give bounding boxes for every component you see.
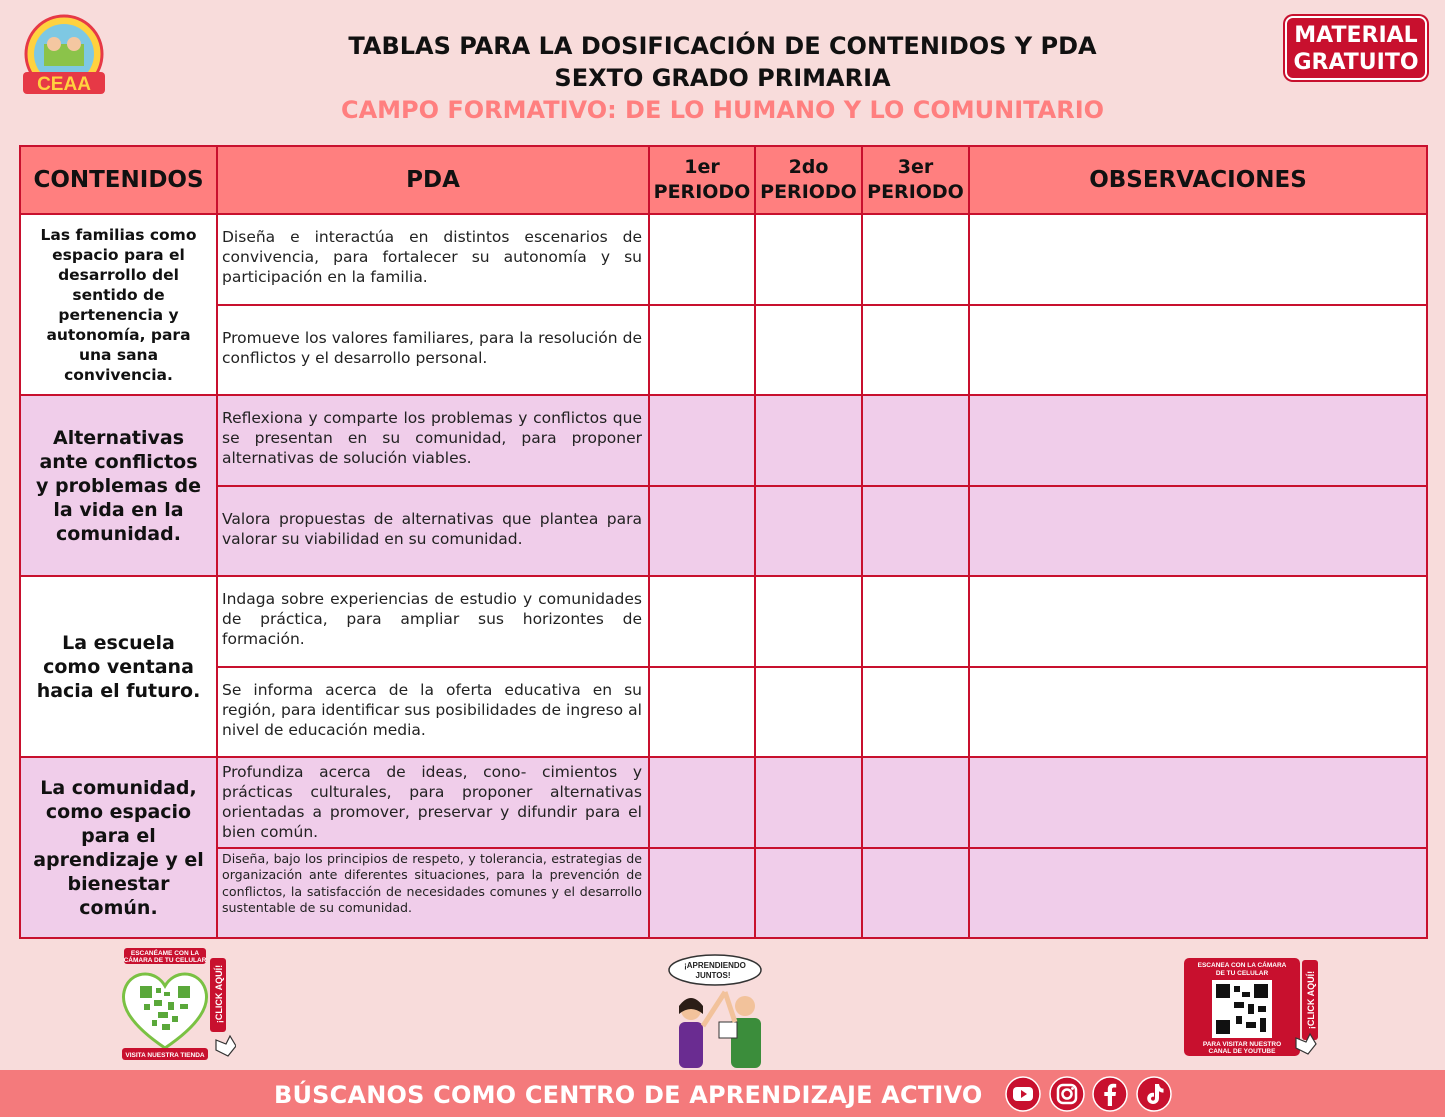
- contenido-cell: Las familias como espacio para el desarrollo del sentido de pertenencia y autonomía, para una sana convivencia.: [20, 214, 217, 395]
- youtube-qr-code[interactable]: [1184, 956, 1324, 1060]
- logo-text: CEAA: [37, 74, 91, 95]
- footer-text: BÚSCANOS COMO CENTRO DE APRENDIZAJE ACTIVO: [274, 1081, 983, 1109]
- period-2-label: 2do: [788, 156, 829, 178]
- pda-cell: Promueve los valores familiares, para la resolución de conflictos y el desarrollo personal.: [217, 305, 649, 396]
- store-qr-code[interactable]: [118, 948, 236, 1063]
- title-line-2: SEXTO GRADO PRIMARIA: [554, 64, 891, 92]
- badge-line-1: MATERIAL: [1294, 23, 1418, 48]
- period-2-cell[interactable]: [755, 576, 862, 667]
- period-2-cell[interactable]: [755, 667, 862, 758]
- pda-cell: Reflexiona y comparte los problemas y conflictos que se presentan en su comunidad, para proponer alternativas de solución viables.: [217, 395, 649, 486]
- youtube-icon[interactable]: [1005, 1076, 1041, 1112]
- period-3-cell[interactable]: [862, 757, 969, 848]
- period-3-cell[interactable]: [862, 395, 969, 486]
- pda-cell: Indaga sobre experiencias de estudio y comunidades de práctica, para ampliar sus horizontes de formación.: [217, 576, 649, 667]
- period-3-cell[interactable]: [862, 486, 969, 577]
- period-1-cell[interactable]: [649, 395, 755, 486]
- observaciones-cell[interactable]: [969, 757, 1427, 848]
- qr-right-bottom-1: PARA VISITAR NUESTRO: [1202, 1041, 1282, 1048]
- qr-right-caption-1: ESCANEA CON LA CÁMARA: [1197, 962, 1287, 969]
- observaciones-cell[interactable]: [969, 214, 1427, 305]
- qr-right-click: ¡CLICK AQUÍ!: [1306, 970, 1316, 1030]
- table-row: [20, 395, 1427, 486]
- observaciones-cell[interactable]: [969, 395, 1427, 486]
- period-1-sub: PERIODO: [653, 181, 751, 203]
- observaciones-cell[interactable]: [969, 486, 1427, 577]
- page-subtitle: CAMPO FORMATIVO: DE LO HUMANO Y LO COMUNITARIO: [340, 96, 1105, 124]
- period-3-cell[interactable]: [862, 576, 969, 667]
- bubble-text-2: JUNTOS!: [695, 971, 731, 980]
- header-period-1: [649, 146, 755, 214]
- period-3-cell[interactable]: [862, 848, 969, 939]
- contenido-cell: Alternativas ante conflictos y problemas de la vida en la comunidad.: [20, 395, 217, 576]
- period-1-cell[interactable]: [649, 214, 755, 305]
- contenido-cell: La escuela como ventana hacia el futuro.: [20, 576, 217, 757]
- tiktok-icon[interactable]: [1136, 1076, 1172, 1112]
- period-1-label: 1er: [684, 156, 720, 178]
- facebook-icon[interactable]: [1092, 1076, 1128, 1112]
- qr-right-bottom-2: CANAL DE YOUTUBE: [1208, 1048, 1276, 1055]
- observaciones-cell[interactable]: [969, 305, 1427, 396]
- qr-left-bottom-caption: VISITA NUESTRA TIENDA: [125, 1052, 205, 1059]
- bubble-text-1: ¡APRENDIENDO: [684, 961, 746, 970]
- period-2-cell[interactable]: [755, 395, 862, 486]
- period-1-cell[interactable]: [649, 486, 755, 577]
- period-1-cell[interactable]: [649, 576, 755, 667]
- period-3-sub: PERIODO: [867, 181, 964, 203]
- period-2-sub: PERIODO: [760, 181, 857, 203]
- qr-right-caption-2: DE TU CELULAR: [1215, 970, 1269, 977]
- header-period-3: [862, 146, 969, 214]
- free-material-badge: [1285, 16, 1427, 80]
- header-contenidos: CONTENIDOS: [20, 146, 217, 214]
- pda-cell: Diseña, bajo los principios de respeto, y tolerancia, estrategias de organización ante diferentes situaciones, para la prevención de conflictos, la satisfacción de necesidades comunes y el desarrollo sustentable de su comunidad.: [217, 848, 649, 939]
- table-row: [20, 848, 1427, 939]
- table-row: [20, 305, 1427, 396]
- pda-cell: Valora propuestas de alternativas que plantea para valorar su viabilidad en su comunidad.: [217, 486, 649, 577]
- period-1-cell[interactable]: [649, 757, 755, 848]
- pda-cell: Profundiza acerca de ideas, cono- cimientos y prácticas culturales, para proponer alternativas orientadas a promover, preservar y difundir para el bien común.: [217, 757, 649, 848]
- table-row: [20, 667, 1427, 758]
- period-3-cell[interactable]: [862, 214, 969, 305]
- header-pda: PDA: [217, 146, 649, 214]
- period-1-cell[interactable]: [649, 667, 755, 758]
- pointer-hand-icon: [216, 1036, 236, 1056]
- period-2-cell[interactable]: [755, 848, 862, 939]
- period-3-cell[interactable]: [862, 305, 969, 396]
- period-2-cell[interactable]: [755, 305, 862, 396]
- table-row: [20, 757, 1427, 848]
- observaciones-cell[interactable]: [969, 667, 1427, 758]
- badge-line-2: GRATUITO: [1293, 50, 1419, 75]
- table-row: [20, 214, 1427, 305]
- mascots-illustration: [665, 952, 783, 1070]
- period-2-cell[interactable]: [755, 214, 862, 305]
- instagram-icon[interactable]: [1049, 1076, 1085, 1112]
- table-header-row: [20, 146, 1427, 214]
- period-3-cell[interactable]: [862, 667, 969, 758]
- observaciones-cell[interactable]: [969, 576, 1427, 667]
- period-3-label: 3er: [897, 156, 934, 178]
- qr-left-caption-1: ESCANÉAME CON LA: [130, 950, 200, 957]
- qr-left-caption-2: CÁMARA DE TU CELULAR: [123, 957, 207, 964]
- header-observaciones: OBSERVACIONES: [969, 146, 1427, 214]
- contenido-cell: La comunidad, como espacio para el aprendizaje y el bienestar común.: [20, 757, 217, 938]
- period-1-cell[interactable]: [649, 305, 755, 396]
- dosification-table: [19, 145, 1428, 939]
- qr-left-click: ¡CLICK AQUÍ!: [214, 964, 224, 1024]
- period-1-cell[interactable]: [649, 848, 755, 939]
- header-period-2: [755, 146, 862, 214]
- period-2-cell[interactable]: [755, 486, 862, 577]
- observaciones-cell[interactable]: [969, 848, 1427, 939]
- period-2-cell[interactable]: [755, 757, 862, 848]
- pda-cell: Diseña e interactúa en distintos escenarios de convivencia, para fortalecer su autonomía y su participación en la familia.: [217, 214, 649, 305]
- table-row: [20, 486, 1427, 577]
- pda-cell: Se informa acerca de la oferta educativa en su región, para identificar sus posibilidades de ingreso al nivel de educación media.: [217, 667, 649, 758]
- table-row: [20, 576, 1427, 667]
- page-title: [0, 30, 1445, 94]
- title-line-1: TABLAS PARA LA DOSIFICACIÓN DE CONTENIDOS Y PDA: [348, 32, 1097, 60]
